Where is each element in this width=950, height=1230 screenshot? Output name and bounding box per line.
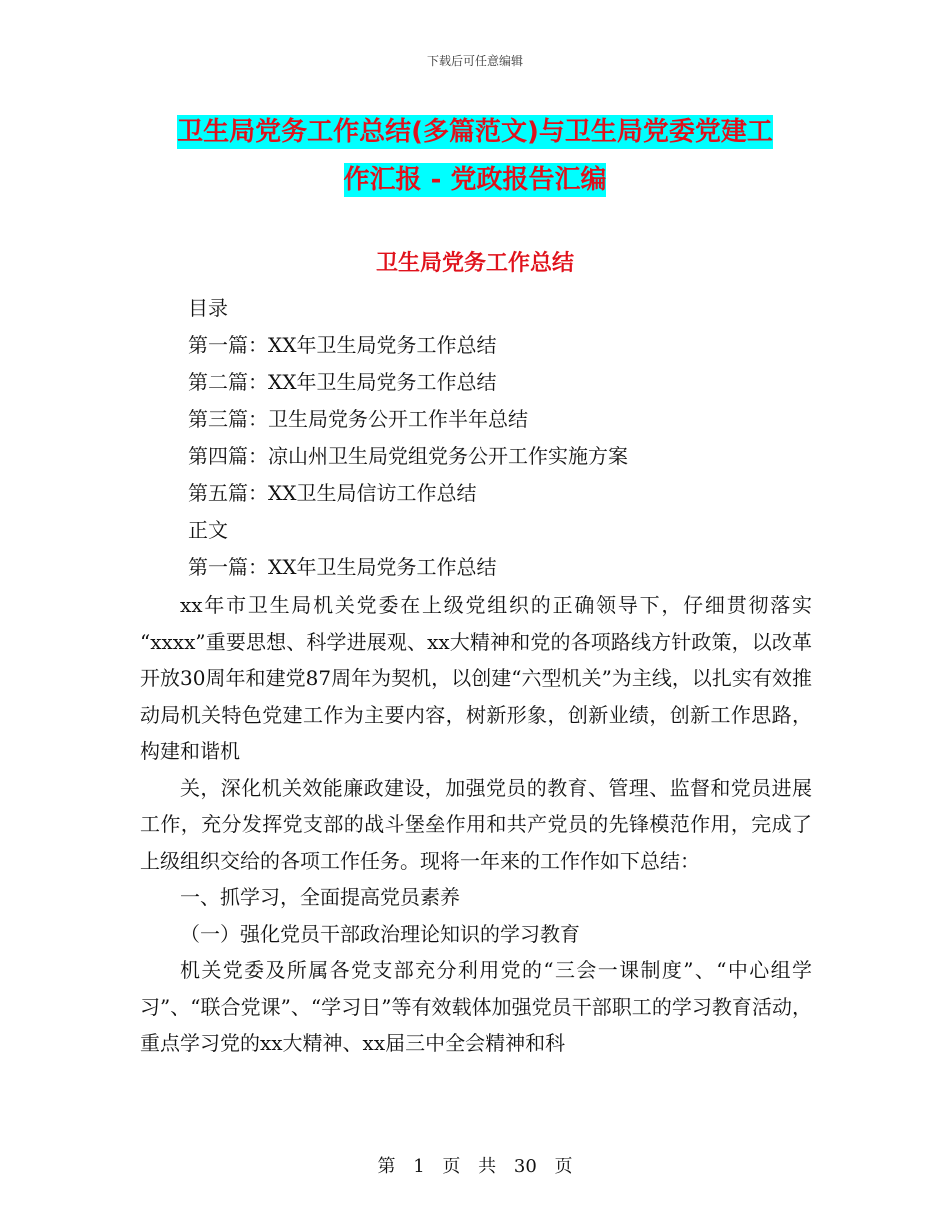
document-title bbox=[120, 108, 830, 204]
toc-item: 第三篇：卫生局党务公开工作半年总结 bbox=[188, 407, 528, 431]
first-article-heading: 第一篇：XX年卫生局党务工作总结 bbox=[188, 555, 497, 579]
toc-item: 第一篇：XX年卫生局党务工作总结 bbox=[188, 333, 497, 357]
table-of-contents bbox=[188, 290, 828, 586]
body-heading: 正文 bbox=[188, 518, 228, 542]
paragraph: 机关党委及所属各党支部充分利用党的“三会一课制度”、“中心组学习”、“联合党课”、“学习日”等有效载体加强党员干部职工的学习教育活动，重点学习党的xx大精神、xx届三中全会精神和科 bbox=[140, 958, 812, 1055]
paragraph: xx年市卫生局机关党委在上级党组织的正确领导下，仔细贯彻落实 “xxxx”重要思想、科学进展观、xx大精神和党的各项路线方针政策，以改革开放30周年和建党87周年为契机，以创建“六型机关”为主线，以扎实有效推动局机关特色党建工作为主要内容，树新形象，创新业绩，创新工作思路，构建和谐机 bbox=[140, 593, 812, 763]
footer-mid: 页 bbox=[442, 1156, 461, 1177]
document-title-line2: 作汇报 - 党政报告汇编 bbox=[343, 165, 607, 195]
paragraph: 关，深化机关效能廉政建设，加强党员的教育、管理、监督和党员进展工作，充分发挥党支部的战斗堡垒作用和共产党员的先锋模范作用，完成了上级组织交给的各项工作任务。现将一年来的工作作如下总结： bbox=[140, 775, 812, 873]
footer-total-prefix: 共 bbox=[478, 1156, 497, 1177]
subsection-heading: （一）强化党员干部政治理论知识的学习教育 bbox=[180, 921, 580, 946]
toc-item: 第五篇：XX卫生局信访工作总结 bbox=[188, 481, 477, 505]
section-title: 卫生局党务工作总结 bbox=[375, 251, 574, 276]
body-text bbox=[140, 587, 812, 1062]
footer-suffix: 页 bbox=[554, 1156, 573, 1177]
page-footer bbox=[0, 1152, 950, 1178]
toc-heading: 目录 bbox=[188, 296, 228, 320]
toc-item: 第二篇：XX年卫生局党务工作总结 bbox=[188, 370, 497, 394]
toc-item: 第四篇：凉山州卫生局党组党务公开工作实施方案 bbox=[188, 444, 628, 468]
page-number: 1 bbox=[413, 1156, 425, 1177]
header-note: 下载后可任意编辑 bbox=[426, 54, 523, 68]
footer-prefix: 第 bbox=[377, 1156, 396, 1177]
section-heading: 一、抓学习，全面提高党员素养 bbox=[180, 885, 460, 909]
total-pages: 30 bbox=[513, 1156, 537, 1177]
document-title-line1: 卫生局党务工作总结(多篇范文)与卫生局党委党建工 bbox=[177, 117, 773, 147]
